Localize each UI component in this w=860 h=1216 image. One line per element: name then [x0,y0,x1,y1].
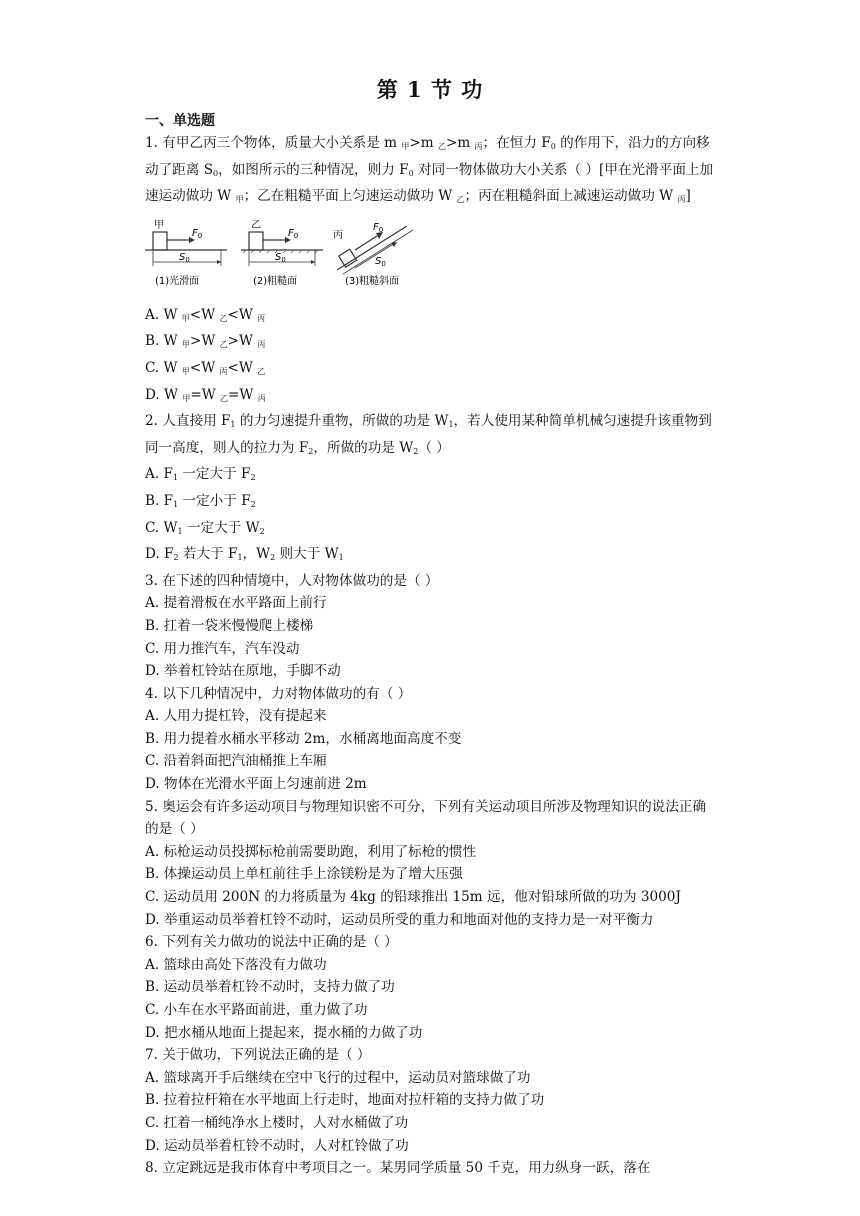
q4-option-b[interactable]: B. 用力提着水桶水平移动 2m，水桶离地面高度不变 [145,730,462,747]
caption-incline: (3)粗糙斜面 [345,275,400,287]
q2-option-a[interactable]: A. $F_1$ 一定大于 $F_2$ [145,466,256,483]
q7-option-a[interactable]: A. 篮球离开手后继续在空中飞行的过程中，运动员对篮球做了功 [145,1069,531,1086]
page-title: 第 1 节 功 [376,77,484,102]
svg-text:F0: $F_0$ [373,221,384,234]
question-6-stem: 6. 下列有关力做功的说法中正确的是（ ） [145,934,398,951]
q7-option-b[interactable]: B. 拉着拉杆箱在水平地面上行走时，地面对拉杆箱的支持力做了功 [145,1092,545,1109]
section-heading: 一、单选题 [145,113,215,129]
label-yi: 乙 [251,219,261,231]
q1-option-a[interactable]: A. W $_甲$<W $_乙$<W $_丙$ [145,306,266,323]
q1-option-b[interactable]: B. W $_甲$>W $_乙$>W $_丙$ [145,333,266,350]
q3-option-d[interactable]: D. 举着杠铃站在原地，手脚不动 [145,663,341,680]
question-7-stem: 7. 关于做功，下列说法正确的是（ ） [145,1047,371,1064]
q4-option-d[interactable]: D. 物体在光滑水平面上匀速前进 2m [145,776,367,793]
question-4-stem: 4. 以下几种情况中，力对物体做功的有（ ） [145,685,412,702]
q6-option-c[interactable]: C. 小车在水平路面前进，重力做了功 [145,1002,368,1018]
q4-option-c[interactable]: C. 沿着斜面把汽油桶推上车厢 [145,753,327,770]
caption-rough: (2)粗糙面 [253,275,298,287]
force-work-figure [145,218,425,296]
q4-option-a[interactable]: A. 人用力提杠铃，没有提起来 [145,708,327,725]
q1-option-c[interactable]: C. W $_甲$<W $_丙$<W $_乙$ [145,359,266,376]
caption-smooth: (1)光滑面 [155,275,200,287]
question-list [145,132,717,1180]
question-8-stem: 8. 立定跳远是我市体育中考项目之一。某男同学质量 50 千克，用力纵身一跃，落在 [145,1160,651,1177]
q6-option-d[interactable]: D. 把水桶从地面上提起来，提水桶的力做了功 [145,1024,423,1041]
q1-option-d[interactable]: D. W $_甲$=W $_乙$=W $_丙$ [145,386,266,403]
q2-option-d[interactable]: D. $F_2$ 若大于 $F_1$，$W_2$ 则大于 $W_1$ [145,546,344,563]
panel-smooth-surface [145,219,227,287]
q2-option-b[interactable]: B. $F_1$ 一定小于 $F_2$ [145,492,256,509]
svg-text:S0: $S_0$ [179,251,190,264]
label-jia: 甲 [154,219,164,231]
svg-text:S0: $S_0$ [275,251,286,264]
svg-text:S0: $S_0$ [375,255,386,268]
svg-text:F0: $F_0$ [192,227,203,240]
q7-option-c[interactable]: C. 扛着一桶纯净水上楼时，人对水桶做了功 [145,1114,409,1131]
q2-option-c[interactable]: C. $W_1$ 一定大于 $W_2$ [145,519,265,536]
q5-option-a[interactable]: A. 标枪运动员投掷标枪前需要助跑，利用了标枪的惯性 [145,843,477,860]
q3-option-a[interactable]: A. 提着滑板在水平路面上前行 [145,595,327,612]
question-3-stem: 3. 在下述的四种情境中，人对物体做功的是（ ） [145,572,439,589]
q3-option-c[interactable]: C. 用力推汽车，汽车没动 [145,640,300,657]
label-bing: 丙 [333,229,343,241]
q7-option-d[interactable]: D. 运动员举着杠铃不动时，人对杠铃做了功 [145,1137,409,1154]
question-5-stem: 5. 奥运会有许多运动项目与物理知识密不可分，下列有关运动项目所涉及物理知识的说法正确的是（ ） [145,798,707,838]
svg-text:F0: $F_0$ [288,227,299,240]
panel-rough-surface [241,219,323,287]
question-2-stem: 2. 人直接用 $F_1$ 的力匀速提升重物，所做的功是 $W_1$，若人使用某种简单机械匀速提升该重物到同一高度，则人的拉力为 $F_2$，所做的功是 $W_2$（ ） [145,413,712,456]
q6-option-b[interactable]: B. 运动员举着杠铃不动时，支持力做了功 [145,979,395,996]
q5-option-d[interactable]: D. 举重运动员举着杠铃不动时，运动员所受的重力和地面对他的支持力是一对平衡力 [145,911,654,928]
q5-option-c[interactable]: C. 运动员用 200N 的力将质量为 4kg 的铅球推出 15m 远，他对铅球所做的功为 3000J [145,889,681,906]
q5-option-b[interactable]: B. 体操运动员上单杠前往手上涂镁粉是为了增大压强 [145,866,463,883]
panel-rough-incline [333,222,413,287]
q3-option-b[interactable]: B. 扛着一袋米慢慢爬上楼梯 [145,617,314,634]
question-1-stem: 1. 有甲乙丙三个物体，质量大小关系是 m $_甲$>m $_乙$>m $_丙$；在恒力 $F_0$ 的作用下，沿力的方向移动了距离 $S_0$，如图所示的三种情况，则力 $F_0$ 对同一物体做功大小关系（ ）[甲在光滑平面上加速运动做功 W $_甲$；乙在粗糙平面上匀速运动做功 W $_乙$；丙在粗糙斜面上减速运动做功 W $_丙$] [145,135,714,205]
q6-option-a[interactable]: A. 篮球由高处下落没有力做功 [145,956,327,973]
